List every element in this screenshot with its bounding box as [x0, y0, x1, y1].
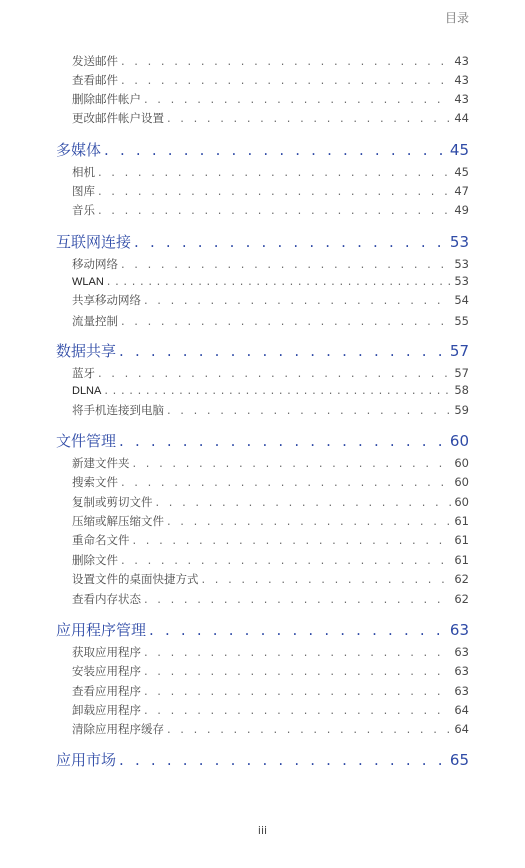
toc-entry-label: DLNA	[72, 385, 102, 397]
toc-entry-label: 发送邮件	[72, 54, 118, 68]
toc-chapter-label: 互联网连接	[56, 233, 132, 251]
dot-leader	[121, 551, 451, 569]
toc-entry[interactable]	[72, 401, 469, 419]
dot-leader	[98, 201, 451, 219]
toc-entry-page: 54	[454, 293, 469, 307]
toc-entry[interactable]	[72, 291, 469, 309]
toc-entry-label: 蓝牙	[72, 366, 95, 380]
toc-entry[interactable]	[72, 590, 469, 608]
toc-entry[interactable]	[72, 255, 469, 273]
toc-chapter-label: 多媒体	[56, 141, 102, 159]
toc-entry-label: 查看应用程序	[72, 684, 141, 698]
toc-chapter-label: 文件管理	[56, 432, 117, 450]
dot-leader	[167, 109, 451, 127]
dot-leader	[104, 139, 447, 161]
toc-entry-label: 移动网络	[72, 257, 118, 271]
toc-entry[interactable]	[72, 662, 469, 680]
toc-entry-page: 43	[454, 54, 469, 68]
toc-entry[interactable]	[72, 52, 469, 70]
toc-chapter-page: 53	[449, 233, 469, 251]
toc-entry[interactable]	[72, 364, 469, 382]
toc-entry[interactable]	[72, 163, 469, 181]
toc-entry-label: 新建文件夹	[72, 456, 130, 470]
toc-entry-label: 流量控制	[72, 314, 118, 328]
toc-entry-label: WLAN	[72, 276, 104, 288]
toc-chapter-page: 63	[449, 621, 469, 639]
toc-entry-page: 55	[454, 314, 469, 328]
toc-entry-label: 删除文件	[72, 553, 118, 567]
toc-entry[interactable]	[72, 312, 469, 330]
dot-leader	[167, 512, 451, 530]
dot-leader	[149, 619, 447, 641]
toc-chapter-page: 60	[449, 432, 469, 450]
page-header-title: 目录	[444, 11, 469, 25]
dot-leader	[121, 71, 451, 89]
toc-entry-label: 卸载应用程序	[72, 703, 141, 717]
toc-entry-label: 更改邮件帐户设置	[72, 111, 164, 125]
dot-leader	[144, 682, 451, 700]
toc-entry-page: 43	[454, 92, 469, 106]
toc-chapter-page: 45	[449, 141, 469, 159]
toc-entry-page: 43	[454, 73, 469, 87]
dot-leader	[107, 272, 452, 290]
toc-entry-page: 59	[454, 403, 469, 417]
toc-entry-page: 47	[454, 184, 469, 198]
toc-chapter-page: 65	[449, 751, 469, 769]
toc-entry-page: 57	[454, 366, 469, 380]
dot-leader	[167, 401, 451, 419]
dot-leader	[104, 381, 451, 399]
dot-leader	[144, 590, 451, 608]
toc-entry[interactable]	[72, 182, 469, 200]
toc-entry-page: 62	[454, 592, 469, 606]
toc-entry[interactable]	[72, 454, 469, 472]
toc-entry-page: 44	[454, 111, 469, 125]
toc-entry-page: 60	[454, 495, 469, 509]
toc-entry-label: 压缩或解压缩文件	[72, 514, 164, 528]
toc-chapter[interactable]	[56, 340, 469, 362]
dot-leader	[167, 720, 451, 738]
toc-entry[interactable]	[72, 473, 469, 491]
toc-entry[interactable]	[72, 701, 469, 719]
page-footer-number: iii	[257, 824, 268, 837]
dot-leader	[121, 473, 451, 491]
toc-entry[interactable]	[72, 201, 469, 219]
toc-entry[interactable]	[72, 512, 469, 530]
toc-entry[interactable]	[72, 272, 469, 290]
dot-leader	[119, 749, 447, 771]
dot-leader	[121, 255, 451, 273]
toc-chapter-label: 应用市场	[56, 751, 117, 769]
toc-chapter[interactable]	[56, 749, 469, 771]
toc-entry-page: 63	[454, 684, 469, 698]
dot-leader	[144, 643, 451, 661]
toc-entry[interactable]	[72, 570, 469, 588]
toc-entry[interactable]	[72, 71, 469, 89]
toc-entry-page: 62	[454, 572, 469, 586]
toc-entry[interactable]	[72, 643, 469, 661]
toc-entry-page: 58	[454, 383, 469, 397]
toc-entry-page: 64	[454, 703, 469, 717]
toc-entry[interactable]	[72, 381, 469, 399]
toc-chapter[interactable]	[56, 139, 469, 161]
toc-entry-page: 61	[454, 533, 469, 547]
dot-leader	[133, 531, 452, 549]
dot-leader	[202, 570, 452, 588]
toc-entry-page: 60	[454, 456, 469, 470]
toc-entry-label: 查看内存状态	[72, 592, 141, 606]
toc-entry-page: 49	[454, 203, 469, 217]
dot-leader	[121, 52, 451, 70]
dot-leader	[98, 364, 451, 382]
toc-entry[interactable]	[72, 493, 469, 511]
toc-entry-page: 53	[454, 274, 469, 288]
toc-entry-page: 64	[454, 722, 469, 736]
dot-leader	[119, 340, 447, 362]
toc-entry-label: 图库	[72, 184, 95, 198]
toc-entry[interactable]	[72, 682, 469, 700]
toc-chapter[interactable]	[56, 231, 469, 253]
toc-entry[interactable]	[72, 531, 469, 549]
dot-leader	[121, 312, 451, 330]
toc-entry-label: 删除邮件帐户	[72, 92, 141, 106]
toc-chapter[interactable]	[56, 619, 469, 641]
dot-leader	[133, 454, 452, 472]
dot-leader	[134, 231, 447, 253]
dot-leader	[119, 430, 447, 452]
toc-chapter-label: 应用程序管理	[56, 621, 147, 639]
toc-entry[interactable]	[72, 90, 469, 108]
toc-entry-page: 61	[454, 553, 469, 567]
toc-chapter-label: 数据共享	[56, 342, 117, 360]
toc-entry-label: 查看邮件	[72, 73, 118, 87]
toc-entry-label: 共享移动网络	[72, 293, 141, 307]
dot-leader	[156, 493, 452, 511]
dot-leader	[144, 90, 451, 108]
toc-entry-label: 音乐	[72, 203, 95, 217]
toc-entry-label: 安装应用程序	[72, 664, 141, 678]
toc-entry-page: 45	[454, 165, 469, 179]
dot-leader	[98, 163, 451, 181]
toc-entry-label: 清除应用程序缓存	[72, 722, 164, 736]
dot-leader	[144, 291, 451, 309]
toc-entry-label: 将手机连接到电脑	[72, 403, 164, 417]
toc-entry-page: 53	[454, 257, 469, 271]
toc-entry-page: 61	[454, 514, 469, 528]
toc-entry-label: 复制或剪切文件	[72, 495, 153, 509]
toc-entry-label: 相机	[72, 165, 95, 179]
toc-entry[interactable]	[72, 551, 469, 569]
dot-leader	[98, 182, 451, 200]
toc-entry-label: 重命名文件	[72, 533, 130, 547]
toc-entry-label: 搜索文件	[72, 475, 118, 489]
dot-leader	[144, 662, 451, 680]
toc-entry-page: 63	[454, 645, 469, 659]
toc-entry-page: 60	[454, 475, 469, 489]
dot-leader	[144, 701, 451, 719]
toc-entry[interactable]	[72, 720, 469, 738]
toc-entry[interactable]	[72, 109, 469, 127]
toc-entry-page: 63	[454, 664, 469, 678]
toc-entry-label: 设置文件的桌面快捷方式	[72, 572, 199, 586]
toc-entry-label: 获取应用程序	[72, 645, 141, 659]
toc-chapter[interactable]	[56, 430, 469, 452]
toc-chapter-page: 57	[449, 342, 469, 360]
